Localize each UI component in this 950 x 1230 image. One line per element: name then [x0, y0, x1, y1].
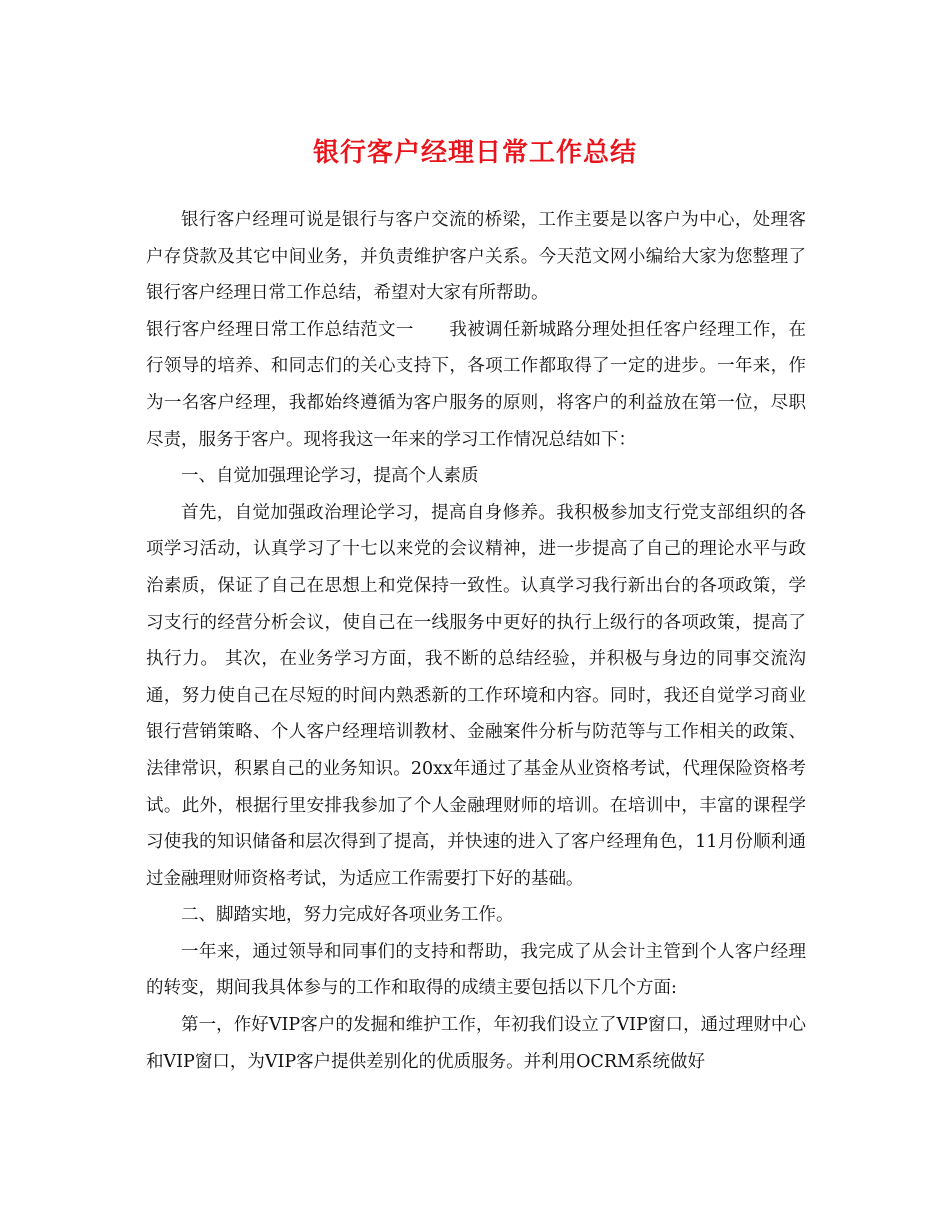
document-body: [146, 202, 806, 1080]
section-heading-two: 二、脚踏实地，努力完成好各项业务工作。: [181, 905, 514, 926]
section-heading-one: 一、自觉加强理论学习，提高个人素质: [181, 466, 479, 487]
paragraph-year-review: 一年来，通过领导和同事们的支持和帮助，我完成了从会计主管到个人客户经理的转变，期间我具体参与的工作和取得的成绩主要包括以下几个方面:: [146, 941, 806, 999]
document-title: 银行客户经理日常工作总结: [312, 138, 637, 168]
paragraph-sample-one: 银行客户经理日常工作总结范文一 我被调任新城路分理处担任客户经理工作，在行领导的培养、和同志们的关心支持下，各项工作都取得了一定的进步。一年来，作为一名客户经理，我都始终遵循为客户服务的原则，将客户的利益放在第一位，尽职尽责，服务于客户。现将我这一年来的学习工作情况总结如下：: [146, 319, 806, 450]
paragraph-intro: 银行客户经理可说是银行与客户交流的桥梁，工作主要是以客户为中心，处理客户存贷款及其它中间业务，并负责维护客户关系。今天范文网小编给大家为您整理了银行客户经理日常工作总结，希望对大家有所帮助。: [146, 210, 806, 304]
paragraph-vip: 第一，作好VIP客户的发掘和维护工作，年初我们设立了VIP窗口，通过理财中心和VIP窗口，为VIP客户提供差别化的优质服务。并利用OCRM系统做好: [146, 1015, 806, 1072]
paragraph-study: 首先，自觉加强政治理论学习，提高自身修养。我积极参加支行党支部组织的各项学习活动，认真学习了十七以来党的会议精神，进一步提高了自己的理论水平与政治素质，保证了自己在思想上和党保持一致性。认真学习我行新出台的各项政策，学习支行的经营分析会议，使自己在一线服务中更好的执行上级行的各项政策，提高了执行力。 其次，在业务学习方面，我不断的总结经验，并积极与身边的同事交流沟通，努力使自己在尽短的时间内熟悉新的工作环境和内容。同时，我还自觉学习商业银行营销策略、个人客户经理培训教材、金融案件分析与防范等与工作相关的政策、法律常识，积累自己的业务知识。20xx年通过了基金从业资格考试，代理保险资格考试。此外，根据行里安排我参加了个人金融理财师的培训。在培训中，丰富的课程学习使我的知识储备和层次得到了提高，并快速的进入了客户经理角色，11月份顺利通过金融理财师资格考试，为适应工作需要打下好的基础。: [146, 502, 806, 889]
